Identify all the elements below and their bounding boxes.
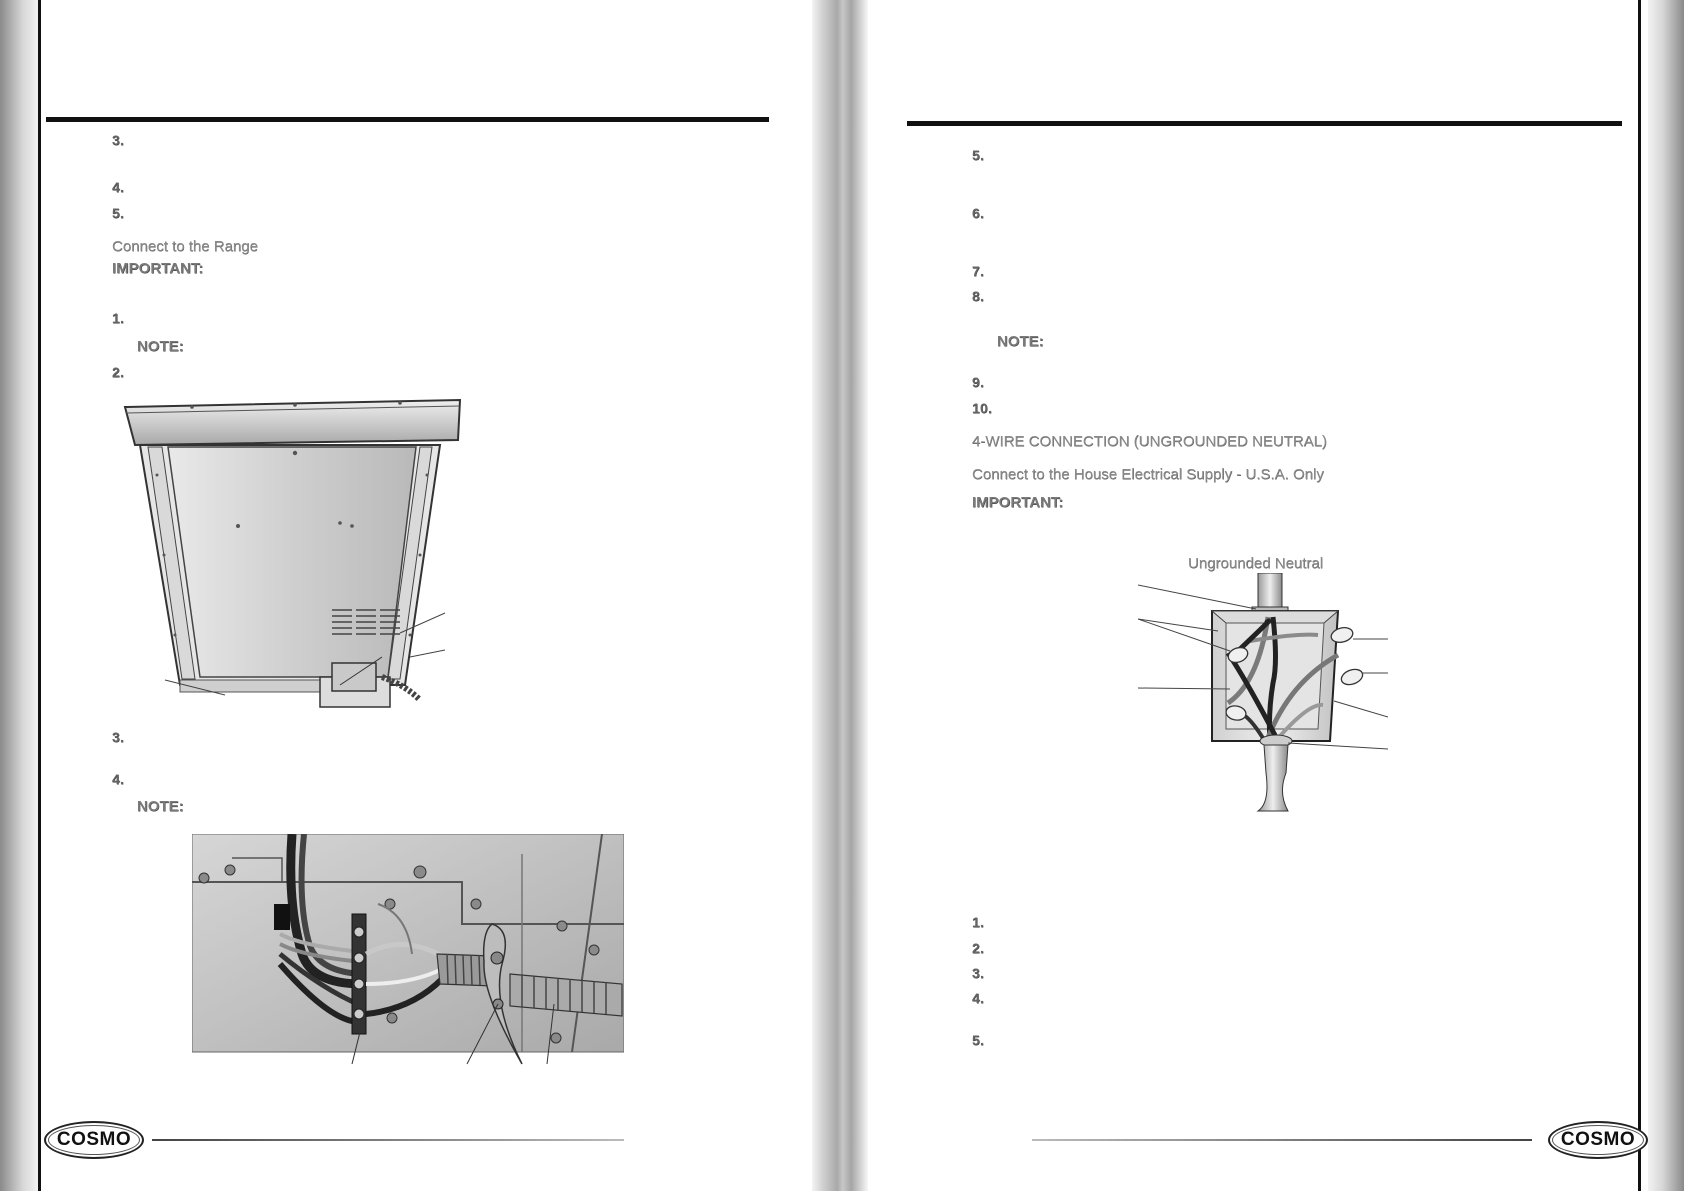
right-header-rule [907,121,1622,126]
right-step-5b: 5. [972,1032,985,1048]
figure-label-ungrounded-neutral: Ungrounded Neutral [1188,555,1324,572]
important-label-left: IMPORTANT: [112,260,204,277]
left-note-2: NOTE: [137,798,184,815]
terminal-block-figure [192,834,624,1070]
right-note: NOTE: [997,333,1044,350]
right-step-2b: 2. [972,940,985,956]
cosmo-logo-right: COSMO [1548,1121,1648,1159]
right-step-7: 7. [972,263,985,279]
left-header-rule [46,117,769,122]
right-step-6: 6. [972,205,985,221]
left-step-5: 5. [112,205,125,221]
left-step-4b: 4. [112,771,125,787]
left-step-4: 4. [112,179,125,195]
book-spine [812,0,868,1191]
left-step-1: 1. [112,310,125,326]
right-step-8: 8. [972,288,985,304]
connect-house-heading: Connect to the House Electrical Supply - U.S.A. Only [972,466,1324,483]
right-step-3b: 3. [972,965,985,981]
right-step-1b: 1. [972,914,985,930]
junction-box-figure [1138,573,1388,813]
right-step-4b: 4. [972,990,985,1006]
left-step-2: 2. [112,364,125,380]
left-border-line [38,0,41,1191]
right-border-line [1638,0,1641,1191]
section-title-4wire: 4-WIRE CONNECTION (UNGROUNDED NEUTRAL) [972,433,1328,450]
right-step-9: 9. [972,374,985,390]
left-step-3: 3. [112,132,125,148]
right-footer-line [1032,1139,1532,1141]
left-step-3b: 3. [112,729,125,745]
page-edge-right [1648,0,1684,1191]
page-edge-left [0,0,38,1191]
left-footer-line [152,1139,624,1141]
left-note-1: NOTE: [137,338,184,355]
right-step-10: 10. [972,400,993,416]
cosmo-logo-left: COSMO [44,1121,144,1159]
important-label-right: IMPORTANT: [972,494,1064,511]
range-back-figure [120,395,465,720]
right-step-5: 5. [972,147,985,163]
connect-range-heading: Connect to the Range [112,238,258,255]
